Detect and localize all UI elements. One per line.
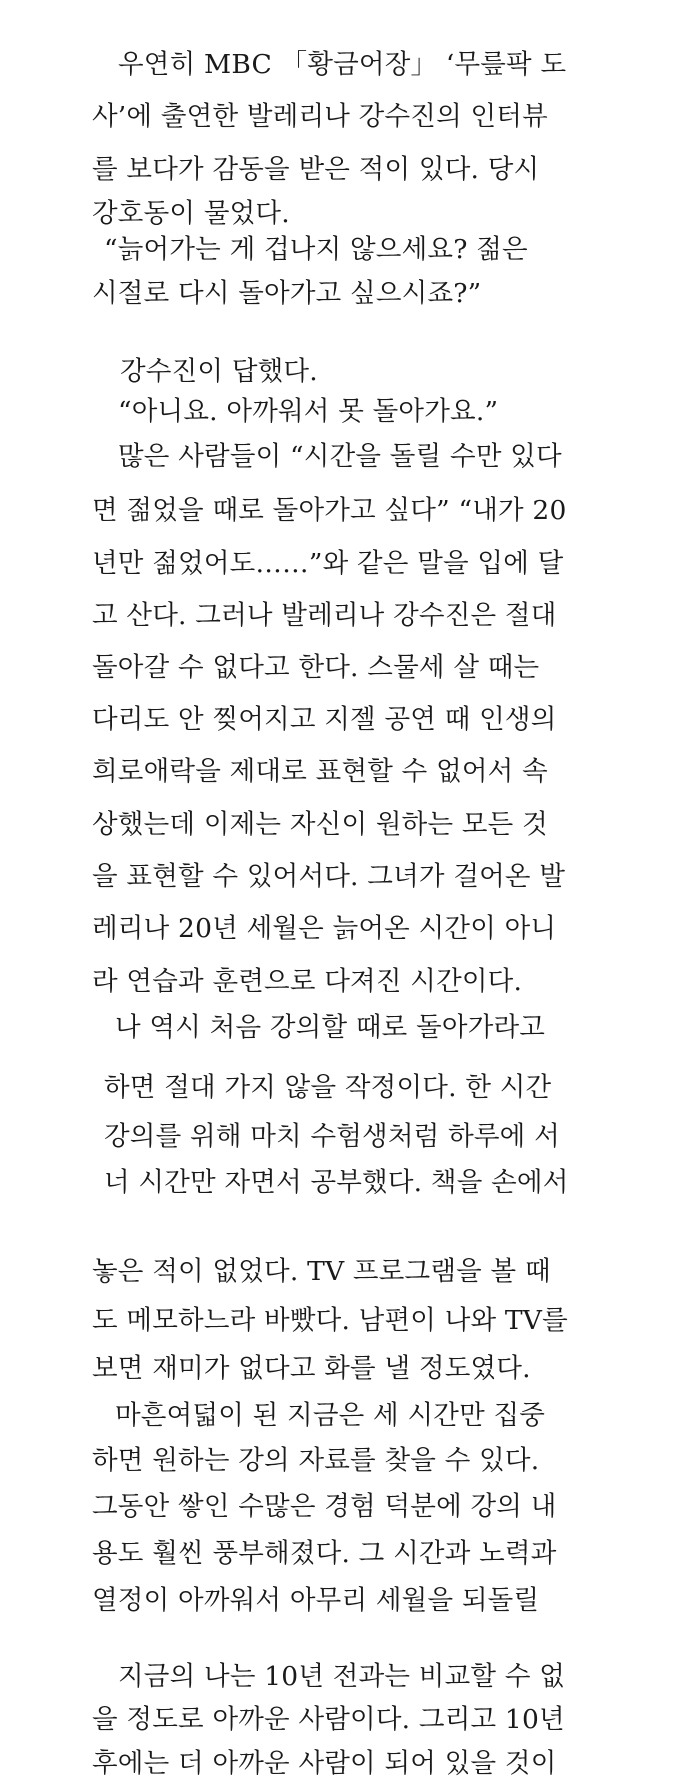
text-line: 고 산다. 그러나 발레리나 강수진은 절대 [92, 600, 557, 631]
text-line: 희로애락을 제대로 표현할 수 없어서 속 [92, 756, 548, 787]
text-line: 다리도 안 찢어지고 지젤 공연 때 인생의 [92, 704, 557, 735]
text-line: “늙어가는 게 겁나지 않으세요? 젊은 [104, 234, 528, 265]
text-line: 면 젊었을 때로 돌아가고 싶다” “내가 20 [92, 495, 567, 526]
text-line: 열정이 아까워서 아무리 세월을 되돌릴 [92, 1585, 540, 1616]
text-line: 우연히 MBC 「황금어장」 ‘무릎팍 도 [118, 49, 567, 80]
text-line: 도 메모하느라 바빴다. 남편이 나와 TV를 [92, 1305, 568, 1336]
text-line: 년만 젊었어도……”와 같은 말을 입에 달 [92, 548, 564, 579]
text-line: “아니요. 아까워서 못 돌아가요.” [118, 396, 499, 427]
text-line: 상했는데 이제는 자신이 원하는 모든 것 [92, 809, 548, 840]
text-line: 레리나 20년 세월은 늙어온 시간이 아니 [92, 913, 557, 944]
text-line: 보면 재미가 없다고 화를 낼 정도였다. [92, 1353, 531, 1384]
text-line: 을 표현할 수 있어서다. 그녀가 걸어온 발 [92, 861, 566, 892]
text-line: 사’에 출연한 발레리나 강수진의 인터뷰 [92, 101, 548, 132]
text-line: 하면 절대 가지 않을 작정이다. 한 시간 [104, 1072, 552, 1103]
text-line: 지금의 나는 10년 전과는 비교할 수 없 [118, 1661, 566, 1692]
text-line: 라 연습과 훈련으로 다져진 시간이다. [92, 966, 523, 997]
text-line: 강호동이 물었다. [92, 198, 290, 229]
text-line: 마흔여덟이 된 지금은 세 시간만 집중 [115, 1400, 546, 1431]
text-line: 돌아갈 수 없다고 한다. 스물세 살 때는 [92, 652, 540, 683]
text-line: 하면 원하는 강의 자료를 찾을 수 있다. [92, 1445, 540, 1476]
text-line: 그동안 쌓인 수많은 경험 덕분에 강의 내 [92, 1491, 557, 1522]
text-line: 후에는 더 아까운 사람이 되어 있을 것이 [92, 1748, 557, 1779]
text-line: 용도 훨씬 풍부해졌다. 그 시간과 노력과 [92, 1538, 557, 1569]
text-line: 를 보다가 감동을 받은 적이 있다. 당시 [92, 154, 540, 185]
text-line: 놓은 적이 없었다. TV 프로그램을 볼 때 [92, 1256, 551, 1287]
text-line: 을 정도로 아까운 사람이다. 그리고 10년 [92, 1704, 565, 1735]
text-line: 나 역시 처음 강의할 때로 돌아가라고 [115, 1012, 546, 1043]
text-line: 강의를 위해 마치 수험생처럼 하루에 서 [104, 1121, 560, 1152]
text-line: 많은 사람들이 “시간을 돌릴 수만 있다 [118, 441, 562, 472]
text-line: 너 시간만 자면서 공부했다. 책을 손에서 [104, 1167, 569, 1198]
text-line: 시절로 다시 돌아가고 싶으시죠?” [92, 278, 482, 309]
text-line: 강수진이 답했다. [120, 356, 318, 387]
